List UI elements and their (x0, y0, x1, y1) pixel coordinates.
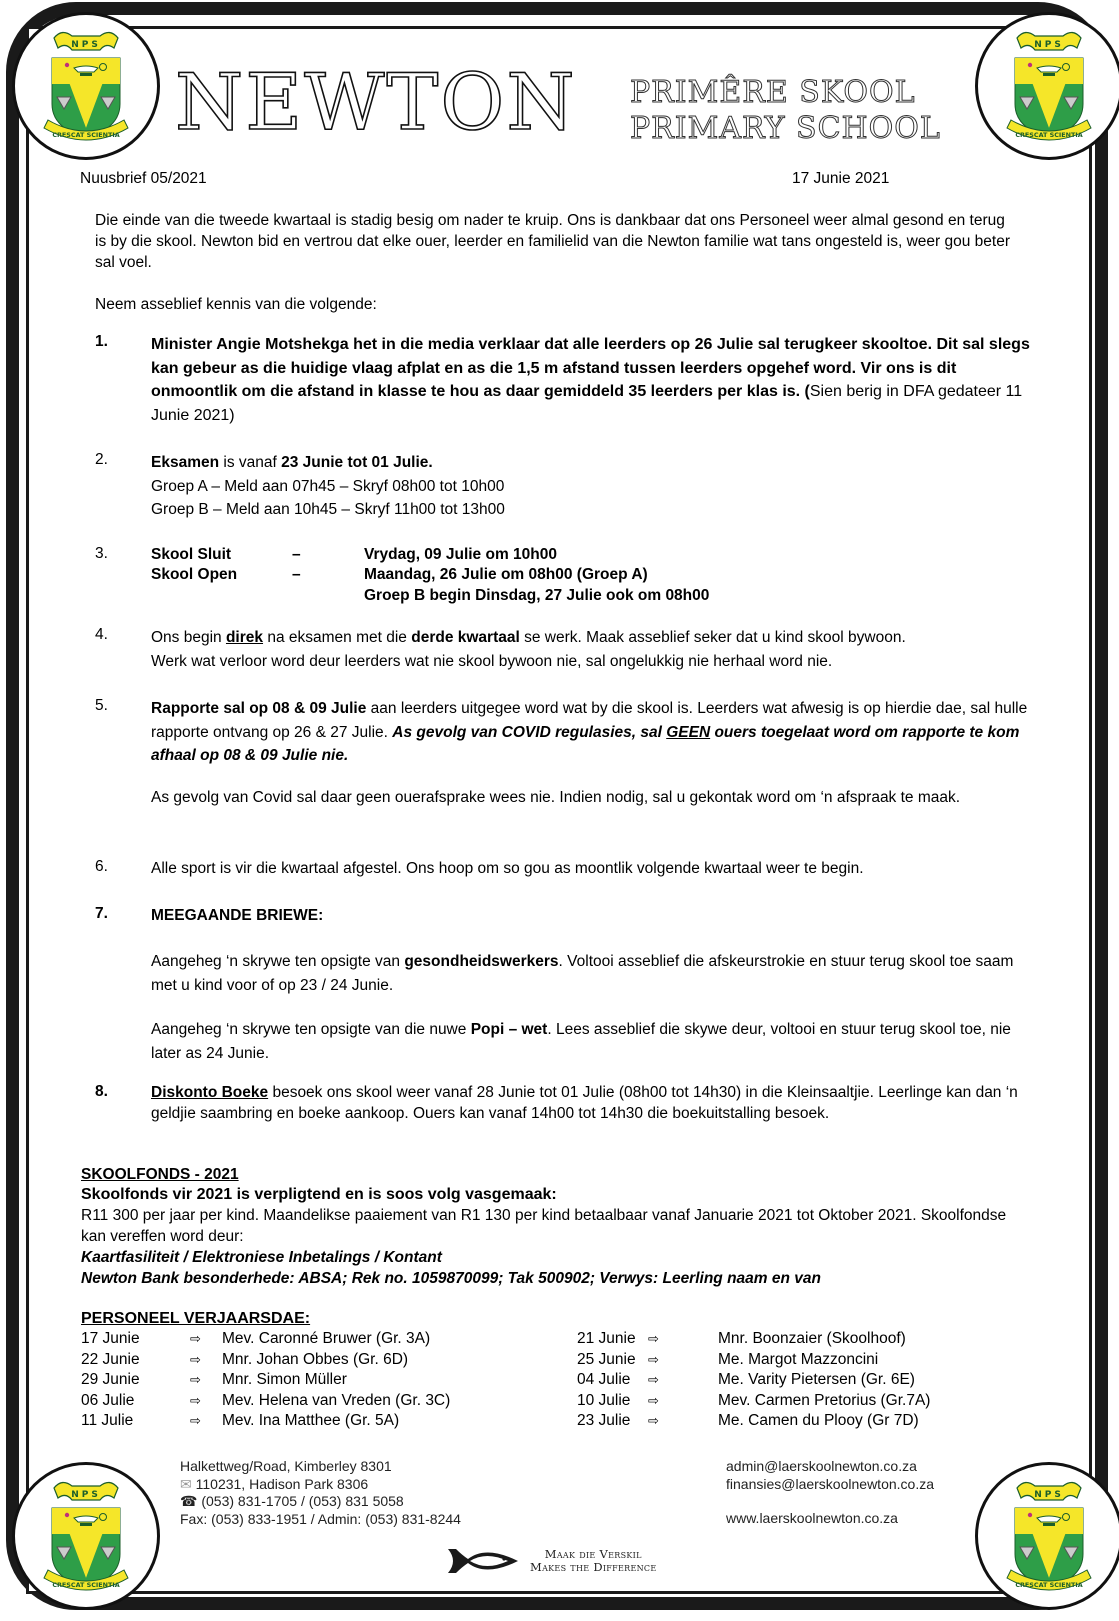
item-8-text (151, 1083, 1021, 1124)
item-number: 1. (95, 333, 108, 350)
arrow-right-icon: ⇨ (190, 1351, 201, 1367)
item-5-followup: As gevolg van Covid sal daar geen ouerafsprake wees nie. Indien nodig, sal u gekontak word om ‘n afspraak te maak. (151, 789, 961, 806)
birthday-name: Mev. Carmen Pretorius (Gr.7A) (718, 1391, 931, 1409)
covid-notice-geen: GEEN (666, 723, 711, 741)
footer-contact-block (726, 1458, 934, 1528)
footer-motto (530, 1548, 656, 1575)
school-fees-subheading: Skoolfonds vir 2021 is verpligtend en is soos volg vasgemaak: (81, 1186, 557, 1203)
item-6-text: Alle sport is vir die kwartaal afgestel. Ons hoop om so gou as moontlik volgende kwartaal weer te begin. (151, 860, 864, 877)
item-number: 3. (95, 545, 108, 562)
school-name-title: NEWTON (175, 58, 577, 148)
footer-email-admin[interactable]: admin@laerskoolnewton.co.za (726, 1458, 917, 1474)
diskonto-boeke-label: Diskonto Boeke (151, 1084, 269, 1101)
birthday-name: Me. Varity Pietersen (Gr. 6E) (718, 1371, 915, 1388)
text-run: Aangeheg ‘n skrywe ten opsigte van die nuwe (151, 1021, 471, 1038)
emphasis-health-workers: gesondheidswerkers (404, 953, 559, 970)
birthday-date: 04 Julie (577, 1371, 631, 1388)
svg-text:CRESCAT SCIENTIA: CRESCAT SCIENTIA (52, 1581, 120, 1589)
birthday-name: Mev. Caronné Bruwer (Gr. 3A) (222, 1330, 431, 1347)
footer-motto-block (446, 1545, 656, 1577)
birthday-date: 29 Junie (81, 1371, 140, 1388)
footer-address-block (180, 1458, 461, 1528)
school-subtitle-afrikaans: PRIMÊRE SKOOL (630, 75, 916, 110)
arrow-right-icon: ⇨ (648, 1392, 659, 1408)
school-open-group-b: Groep B begin Dinsdag, 27 Julie ook om 08h00 (364, 587, 710, 604)
footer-phone-line (180, 1493, 461, 1511)
footer-website[interactable]: www.laerskoolnewton.co.za (726, 1510, 898, 1526)
item-number: 8. (95, 1083, 108, 1100)
item-number: 2. (95, 451, 108, 468)
crest-shield-icon (999, 1474, 1099, 1598)
text-run: . Voltooi asseblief die afskeurstrokie en stuur terug skool toe saam met u kind voor of op 23 / 24 Junie. (151, 953, 1014, 994)
birthday-date: 25 Junie (577, 1350, 636, 1368)
emphasis-direk: direk (225, 629, 264, 646)
motto-english: Makes the Difference (530, 1560, 657, 1574)
birthday-date: 06 Julie (81, 1391, 135, 1409)
footer-po-box-line (180, 1476, 461, 1494)
birthday-date: 21 Junie (577, 1330, 636, 1347)
item-1-text (151, 333, 1031, 427)
intro-paragraph: Die einde van die tweede kwartaal is stadig besig om nader te kruip. Ons is dankbaar dat ons Personeel weer almal gesond en terug is by die skool. Newton bid en vertrou dat elke ouer, leerder en familielid van die Newton familie wat tans ongesteld is, weer gou beter sal voel. (95, 212, 1010, 271)
item-7-letter-health (151, 950, 1031, 997)
arrow-right-icon: ⇨ (648, 1331, 659, 1346)
item-2-text (151, 451, 505, 522)
arrow-right-icon: ⇨ (190, 1413, 201, 1428)
footer-address: Halkettweg/Road, Kimberley 8301 (180, 1458, 392, 1474)
footer-po-box: 110231, Hadison Park 8306 (195, 1475, 369, 1492)
item-5-text (151, 697, 1031, 768)
item-1-bold-text: Minister Angie Motshekga het in die media verklaar dat alle leerders op 26 Julie sal terugkeer skooltoe. Dit sal slegs kan gebeur as die huidige vlaag afplat en as die 1,5 m afstand tussen leerders opgehef word. Vir ons is dit onmoontlik om die afstand in klasse te hou as daar gemiddeld 35 leerders per klas is. ( (151, 336, 1030, 400)
intro-notice: Neem asseblief kennis van die volgende: (95, 296, 377, 313)
exam-group-b: Groep B – Meld aan 10h45 – Skryf 11h00 tot 13h00 (151, 501, 505, 518)
svg-text:CRESCAT SCIENTIA: CRESCAT SCIENTIA (1015, 131, 1083, 139)
birthday-date: 10 Julie (577, 1391, 631, 1409)
arrow-right-icon: ⇨ (648, 1351, 659, 1367)
svg-text:NPS: NPS (1034, 40, 1064, 50)
item-1-source-note: Sien berig in DFA gedateer 11 Junie 2021) (151, 383, 1023, 424)
school-open-value: Maandag, 26 Julie om 08h00 (Groep A) (364, 566, 648, 583)
svg-text:CRESCAT SCIENTIA: CRESCAT SCIENTIA (52, 131, 120, 139)
item-number: 7. (95, 905, 108, 922)
dash: – (292, 566, 301, 583)
birthday-name: Mnr. Johan Obbes (Gr. 6D) (222, 1350, 409, 1368)
crest-shield-icon (36, 1474, 136, 1598)
text-run: . Lees asseblief die skywe deur, voltooi en stuur terug skool toe, nie later as 24 Junie. (151, 1021, 1011, 1062)
text-run: besoek ons skool weer vanaf 28 Junie tot 01 Julie (08h00 tot 14h30) in die Kleinsaaltjie. Leerlinge kan dan ‘n geldjie saambring en boeke aankoop. Ouers kan vanaf 14h00 tot 14h30 die boekuitstalling besoek. (151, 1084, 1018, 1122)
text-run: na eksamen met die (263, 629, 412, 646)
arrow-right-icon: ⇨ (190, 1372, 201, 1387)
reports-dates: Rapporte sal op 08 & 09 Julie (151, 700, 367, 717)
item-7-letter-popi (151, 1018, 1011, 1065)
school-fees-methods: Kaartfasiliteit / Elektroniese Inbetalings / Kontant (81, 1249, 442, 1266)
arrow-right-icon: ⇨ (190, 1392, 201, 1408)
emphasis-third-term: derde kwartaal (411, 629, 520, 646)
arrow-right-icon: ⇨ (648, 1372, 659, 1387)
envelope-icon: ✉ (180, 1475, 192, 1492)
text-run: se werk. Maak asseblief seker dat u kind skool bywoon. (519, 629, 906, 646)
emphasis-popi-act: Popi – wet (470, 1021, 548, 1038)
text-run: Ons begin (151, 629, 226, 646)
birthday-name: Mnr. Simon Müller (222, 1371, 347, 1388)
crest-shield-icon (999, 24, 1099, 148)
text-run: aan leerders uitgegee word wat by die skool is. Leerders wat afwesig is op hierdie dae, sal hulle rapporte ontvang op 26 & 27 Julie. (151, 700, 1028, 741)
covid-notice: As gevolg van COVID regulasies, sal (392, 723, 667, 741)
item-number: 5. (95, 697, 108, 714)
arrow-right-icon: ⇨ (648, 1413, 659, 1428)
item-7-heading: MEEGAANDE BRIEWE: (151, 907, 324, 924)
school-crest-top-right (975, 12, 1119, 160)
ichthys-fish-icon (446, 1545, 520, 1577)
birthdays-heading: PERSONEEL VERJAARSDAE: (81, 1310, 311, 1327)
birthday-name: Mev. Helena van Vreden (Gr. 3C) (222, 1391, 451, 1409)
birthday-date: 11 Julie (81, 1412, 134, 1429)
exam-dates: 23 Junie tot 01 Julie. (281, 454, 433, 471)
arrow-right-icon: ⇨ (190, 1331, 201, 1346)
school-crest-bottom-right (975, 1462, 1119, 1610)
school-open-label: Skool Open (151, 566, 238, 583)
birthday-date: 22 Junie (81, 1350, 140, 1368)
dash: – (292, 546, 301, 563)
text-run: Werk wat verloor word deur leerders wat nie skool bywoon nie, sal ongelukkig nie herhaal word nie. (151, 652, 833, 670)
motto-afrikaans: Maak die Verskil (544, 1546, 642, 1561)
crest-shield-icon (36, 24, 136, 148)
school-close-label: Skool Sluit (151, 546, 232, 563)
footer-email-finance[interactable]: finansies@laerskoolnewton.co.za (726, 1475, 934, 1492)
item-4-text (151, 626, 1041, 673)
newsletter-date: 17 Junie 2021 (792, 170, 890, 187)
telephone-icon: ☎ (180, 1493, 198, 1509)
svg-text:CRESCAT SCIENTIA: CRESCAT SCIENTIA (1015, 1581, 1083, 1589)
school-crest-bottom-left (12, 1462, 160, 1610)
item-number: 6. (95, 858, 108, 875)
exam-connector: is vanaf (219, 454, 282, 471)
exam-group-a: Groep A – Meld aan 07h45 – Skryf 08h00 tot 10h00 (151, 477, 505, 495)
svg-text:NPS: NPS (71, 40, 101, 50)
birthday-name: Mev. Ina Matthee (Gr. 5A) (222, 1412, 400, 1429)
school-subtitle-english: PRIMARY SCHOOL (630, 111, 941, 146)
svg-text:NPS: NPS (1034, 1490, 1064, 1500)
school-crest-top-left (12, 12, 160, 160)
birthday-name: Me. Margot Mazzoncini (718, 1350, 879, 1368)
footer-phone: (053) 831-1705 / (053) 831 5058 (201, 1493, 404, 1509)
birthday-name: Me. Camen du Plooy (Gr 7D) (718, 1412, 919, 1429)
text-run: Aangeheg ‘n skrywe ten opsigte van (151, 953, 405, 970)
bank-details: Newton Bank besonderhede: ABSA; Rek no. 1059870099; Tak 500902; Verwys: Leerling naam en van (81, 1270, 821, 1287)
school-fees-heading: SKOOLFONDS - 2021 (81, 1166, 239, 1183)
footer-fax: Fax: (053) 833-1951 / Admin: (053) 831-8244 (180, 1510, 461, 1527)
birthday-date: 23 Julie (577, 1412, 631, 1429)
newsletter-number: Nuusbrief 05/2021 (80, 170, 207, 187)
covid-notice: ouers toegelaat word om rapporte te kom afhaal op 08 & 09 Julie nie. (151, 723, 1020, 764)
exam-label: Eksamen (151, 454, 220, 471)
birthday-name: Mnr. Boonzaier (Skoolhoof) (718, 1330, 906, 1347)
birthday-date: 17 Junie (81, 1330, 140, 1347)
svg-text:NPS: NPS (71, 1490, 101, 1500)
school-close-value: Vrydag, 09 Julie om 10h00 (364, 546, 557, 563)
school-fees-body: R11 300 per jaar per kind. Maandelikse paaiement van R1 130 per kind betaalbaar vanaf Januarie 2021 tot Oktober 2021. Skoolfondse kan vereffen word deur: (81, 1207, 1007, 1245)
item-number: 4. (95, 626, 108, 643)
